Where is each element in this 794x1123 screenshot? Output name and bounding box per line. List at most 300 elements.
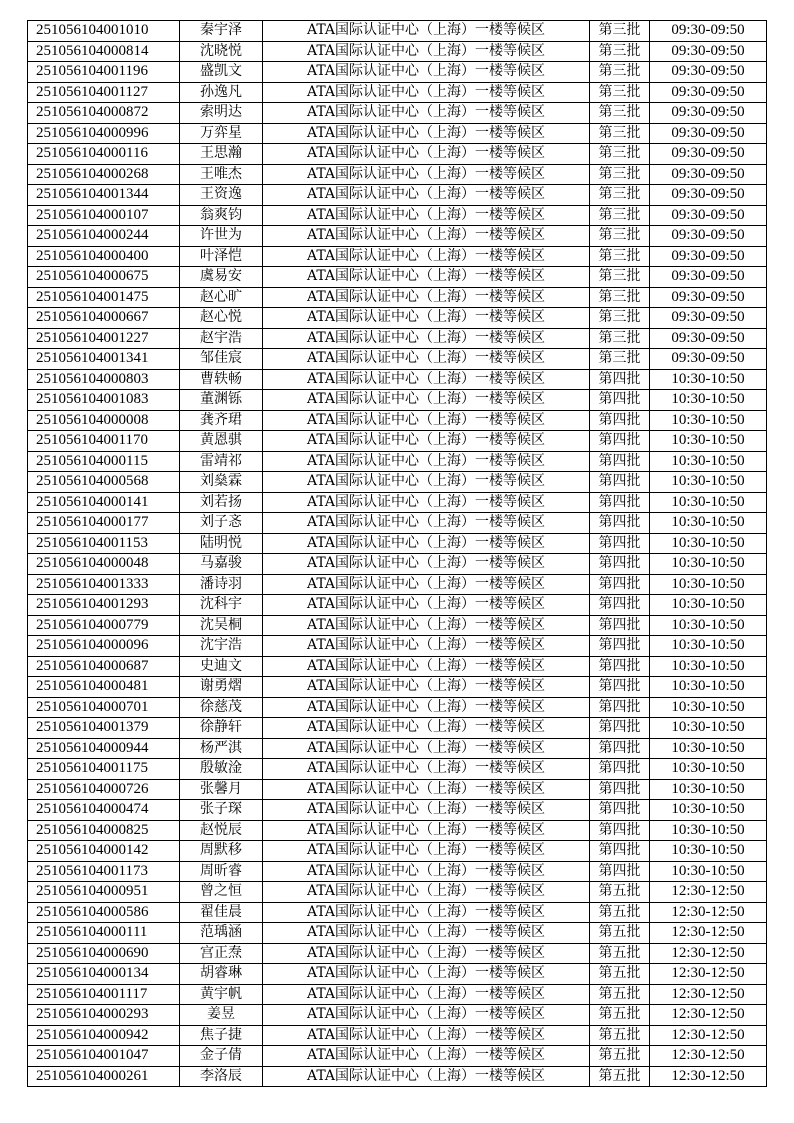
candidate-id: 251056104001047 <box>28 1046 180 1067</box>
candidate-id: 251056104001117 <box>28 984 180 1005</box>
table-row <box>28 451 767 472</box>
candidate-id: 251056104000568 <box>28 472 180 493</box>
batch-label: 第三批 <box>590 164 650 185</box>
candidate-id: 251056104000687 <box>28 656 180 677</box>
candidate-id: 251056104001153 <box>28 533 180 554</box>
waiting-location: ATA国际认证中心（上海）一楼等候区 <box>263 21 590 42</box>
table-row <box>28 328 767 349</box>
table-row <box>28 697 767 718</box>
candidate-name: 赵心旷 <box>180 287 263 308</box>
candidate-name: 盛凯文 <box>180 62 263 83</box>
table-row <box>28 185 767 206</box>
waiting-location: ATA国际认证中心（上海）一楼等候区 <box>263 554 590 575</box>
candidate-name: 赵悦辰 <box>180 820 263 841</box>
candidate-id: 251056104000474 <box>28 800 180 821</box>
waiting-location: ATA国际认证中心（上海）一楼等候区 <box>263 246 590 267</box>
candidate-name: 沈晓悦 <box>180 41 263 62</box>
candidate-id: 251056104000008 <box>28 410 180 431</box>
batch-label: 第三批 <box>590 62 650 83</box>
table-row <box>28 62 767 83</box>
candidate-name: 张子琛 <box>180 800 263 821</box>
batch-label: 第五批 <box>590 882 650 903</box>
candidate-name: 翟佳晨 <box>180 902 263 923</box>
time-slot: 10:30-10:50 <box>650 800 767 821</box>
table-row <box>28 369 767 390</box>
candidate-id: 251056104000261 <box>28 1066 180 1087</box>
table-row <box>28 759 767 780</box>
batch-label: 第五批 <box>590 943 650 964</box>
batch-label: 第四批 <box>590 431 650 452</box>
time-slot: 09:30-09:50 <box>650 123 767 144</box>
batch-label: 第三批 <box>590 185 650 206</box>
batch-label: 第四批 <box>590 841 650 862</box>
waiting-location: ATA国际认证中心（上海）一楼等候区 <box>263 656 590 677</box>
candidate-id: 251056104000675 <box>28 267 180 288</box>
waiting-location: ATA国际认证中心（上海）一楼等候区 <box>263 410 590 431</box>
candidate-name: 许世为 <box>180 226 263 247</box>
table-row <box>28 554 767 575</box>
batch-label: 第五批 <box>590 1046 650 1067</box>
time-slot: 10:30-10:50 <box>650 390 767 411</box>
candidate-name: 王思瀚 <box>180 144 263 165</box>
batch-label: 第四批 <box>590 574 650 595</box>
table-row <box>28 164 767 185</box>
candidate-name: 宫正焘 <box>180 943 263 964</box>
time-slot: 12:30-12:50 <box>650 902 767 923</box>
waiting-location: ATA国际认证中心（上海）一楼等候区 <box>263 800 590 821</box>
time-slot: 10:30-10:50 <box>650 677 767 698</box>
table-row <box>28 103 767 124</box>
waiting-location: ATA国际认证中心（上海）一楼等候区 <box>263 820 590 841</box>
time-slot: 10:30-10:50 <box>650 513 767 534</box>
waiting-location: ATA国际认证中心（上海）一楼等候区 <box>263 308 590 329</box>
waiting-location: ATA国际认证中心（上海）一楼等候区 <box>263 1046 590 1067</box>
batch-label: 第三批 <box>590 308 650 329</box>
batch-label: 第四批 <box>590 718 650 739</box>
batch-label: 第四批 <box>590 472 650 493</box>
time-slot: 10:30-10:50 <box>650 451 767 472</box>
waiting-location: ATA国际认证中心（上海）一楼等候区 <box>263 574 590 595</box>
candidate-id: 251056104000141 <box>28 492 180 513</box>
batch-label: 第三批 <box>590 82 650 103</box>
candidate-name: 金子倩 <box>180 1046 263 1067</box>
waiting-location: ATA国际认证中心（上海）一楼等候区 <box>263 697 590 718</box>
batch-label: 第四批 <box>590 861 650 882</box>
table-row <box>28 964 767 985</box>
table-row <box>28 267 767 288</box>
time-slot: 10:30-10:50 <box>650 636 767 657</box>
candidate-name: 史迪文 <box>180 656 263 677</box>
batch-label: 第四批 <box>590 800 650 821</box>
time-slot: 10:30-10:50 <box>650 369 767 390</box>
batch-label: 第四批 <box>590 595 650 616</box>
candidate-name: 沈吴桐 <box>180 615 263 636</box>
waiting-location: ATA国际认证中心（上海）一楼等候区 <box>263 431 590 452</box>
waiting-location: ATA国际认证中心（上海）一楼等候区 <box>263 369 590 390</box>
candidate-id: 251056104000996 <box>28 123 180 144</box>
table-row <box>28 308 767 329</box>
waiting-location: ATA国际认证中心（上海）一楼等候区 <box>263 492 590 513</box>
time-slot: 12:30-12:50 <box>650 984 767 1005</box>
waiting-location: ATA国际认证中心（上海）一楼等候区 <box>263 861 590 882</box>
time-slot: 10:30-10:50 <box>650 656 767 677</box>
time-slot: 10:30-10:50 <box>650 472 767 493</box>
candidate-name: 龚齐珺 <box>180 410 263 431</box>
table-row <box>28 800 767 821</box>
batch-label: 第五批 <box>590 902 650 923</box>
batch-label: 第四批 <box>590 533 650 554</box>
time-slot: 09:30-09:50 <box>650 164 767 185</box>
candidate-name: 周默移 <box>180 841 263 862</box>
waiting-location: ATA国际认证中心（上海）一楼等候区 <box>263 390 590 411</box>
batch-label: 第四批 <box>590 410 650 431</box>
candidate-id: 251056104000814 <box>28 41 180 62</box>
candidate-name: 黄恩骐 <box>180 431 263 452</box>
waiting-location: ATA国际认证中心（上海）一楼等候区 <box>263 164 590 185</box>
candidate-id: 251056104001083 <box>28 390 180 411</box>
candidate-id: 251056104001475 <box>28 287 180 308</box>
table-row <box>28 205 767 226</box>
waiting-location: ATA国际认证中心（上海）一楼等候区 <box>263 943 590 964</box>
candidate-id: 251056104001333 <box>28 574 180 595</box>
waiting-location: ATA国际认证中心（上海）一楼等候区 <box>263 779 590 800</box>
time-slot: 12:30-12:50 <box>650 1066 767 1087</box>
waiting-location: ATA国际认证中心（上海）一楼等候区 <box>263 205 590 226</box>
time-slot: 10:30-10:50 <box>650 615 767 636</box>
batch-label: 第五批 <box>590 923 650 944</box>
waiting-location: ATA国际认证中心（上海）一楼等候区 <box>263 1025 590 1046</box>
candidate-id: 251056104001341 <box>28 349 180 370</box>
time-slot: 10:30-10:50 <box>650 820 767 841</box>
time-slot: 09:30-09:50 <box>650 62 767 83</box>
table-row <box>28 861 767 882</box>
batch-label: 第四批 <box>590 677 650 698</box>
time-slot: 10:30-10:50 <box>650 718 767 739</box>
batch-label: 第四批 <box>590 492 650 513</box>
candidate-name: 刘若扬 <box>180 492 263 513</box>
candidate-id: 251056104001379 <box>28 718 180 739</box>
time-slot: 12:30-12:50 <box>650 1046 767 1067</box>
candidate-name: 索明达 <box>180 103 263 124</box>
candidate-name: 范瑀涵 <box>180 923 263 944</box>
candidate-id: 251056104001227 <box>28 328 180 349</box>
candidate-name: 刘燊霖 <box>180 472 263 493</box>
candidate-id: 251056104000134 <box>28 964 180 985</box>
time-slot: 10:30-10:50 <box>650 779 767 800</box>
waiting-location: ATA国际认证中心（上海）一楼等候区 <box>263 759 590 780</box>
time-slot: 09:30-09:50 <box>650 226 767 247</box>
table-row <box>28 226 767 247</box>
candidate-name: 曾之恒 <box>180 882 263 903</box>
schedule-table <box>27 20 767 1087</box>
candidate-name: 徐静轩 <box>180 718 263 739</box>
waiting-location: ATA国际认证中心（上海）一楼等候区 <box>263 984 590 1005</box>
table-row <box>28 902 767 923</box>
waiting-location: ATA国际认证中心（上海）一楼等候区 <box>263 144 590 165</box>
candidate-id: 251056104000944 <box>28 738 180 759</box>
candidate-id: 251056104000872 <box>28 103 180 124</box>
table-row <box>28 287 767 308</box>
batch-label: 第三批 <box>590 349 650 370</box>
batch-label: 第五批 <box>590 1066 650 1087</box>
candidate-name: 王唯杰 <box>180 164 263 185</box>
candidate-id: 251056104000107 <box>28 205 180 226</box>
table-row <box>28 533 767 554</box>
candidate-name: 张馨月 <box>180 779 263 800</box>
candidate-id: 251056104001173 <box>28 861 180 882</box>
batch-label: 第五批 <box>590 1025 650 1046</box>
candidate-name: 雷靖祁 <box>180 451 263 472</box>
candidate-id: 251056104001344 <box>28 185 180 206</box>
candidate-id: 251056104000701 <box>28 697 180 718</box>
table-row <box>28 1005 767 1026</box>
time-slot: 10:30-10:50 <box>650 431 767 452</box>
candidate-id: 251056104000690 <box>28 943 180 964</box>
table-body <box>28 21 767 1087</box>
waiting-location: ATA国际认证中心（上海）一楼等候区 <box>263 328 590 349</box>
candidate-id: 251056104000111 <box>28 923 180 944</box>
time-slot: 10:30-10:50 <box>650 595 767 616</box>
table-row <box>28 41 767 62</box>
time-slot: 09:30-09:50 <box>650 328 767 349</box>
waiting-location: ATA国际认证中心（上海）一楼等候区 <box>263 964 590 985</box>
table-row <box>28 123 767 144</box>
candidate-name: 孙逸凡 <box>180 82 263 103</box>
waiting-location: ATA国际认证中心（上海）一楼等候区 <box>263 62 590 83</box>
candidate-id: 251056104000096 <box>28 636 180 657</box>
candidate-name: 叶泽恺 <box>180 246 263 267</box>
table-row <box>28 574 767 595</box>
time-slot: 09:30-09:50 <box>650 205 767 226</box>
waiting-location: ATA国际认证中心（上海）一楼等候区 <box>263 595 590 616</box>
table-row <box>28 636 767 657</box>
batch-label: 第四批 <box>590 738 650 759</box>
candidate-id: 251056104000142 <box>28 841 180 862</box>
candidate-name: 王资逸 <box>180 185 263 206</box>
waiting-location: ATA国际认证中心（上海）一楼等候区 <box>263 615 590 636</box>
candidate-name: 赵心悦 <box>180 308 263 329</box>
waiting-location: ATA国际认证中心（上海）一楼等候区 <box>263 82 590 103</box>
candidate-id: 251056104000825 <box>28 820 180 841</box>
table-row <box>28 144 767 165</box>
candidate-name: 马嘉骏 <box>180 554 263 575</box>
candidate-name: 秦宇泽 <box>180 21 263 42</box>
batch-label: 第三批 <box>590 226 650 247</box>
table-row <box>28 923 767 944</box>
table-row <box>28 841 767 862</box>
waiting-location: ATA国际认证中心（上海）一楼等候区 <box>263 472 590 493</box>
batch-label: 第四批 <box>590 615 650 636</box>
candidate-id: 251056104000116 <box>28 144 180 165</box>
candidate-id: 251056104000803 <box>28 369 180 390</box>
candidate-id: 251056104000048 <box>28 554 180 575</box>
table-row <box>28 410 767 431</box>
time-slot: 10:30-10:50 <box>650 533 767 554</box>
time-slot: 12:30-12:50 <box>650 923 767 944</box>
candidate-id: 251056104000244 <box>28 226 180 247</box>
waiting-location: ATA国际认证中心（上海）一楼等候区 <box>263 841 590 862</box>
candidate-id: 251056104001127 <box>28 82 180 103</box>
candidate-name: 沈科宇 <box>180 595 263 616</box>
waiting-location: ATA国际认证中心（上海）一楼等候区 <box>263 1005 590 1026</box>
batch-label: 第三批 <box>590 287 650 308</box>
table-row <box>28 595 767 616</box>
batch-label: 第四批 <box>590 513 650 534</box>
time-slot: 09:30-09:50 <box>650 41 767 62</box>
waiting-location: ATA国际认证中心（上海）一楼等候区 <box>263 882 590 903</box>
candidate-id: 251056104000726 <box>28 779 180 800</box>
table-row <box>28 738 767 759</box>
candidate-name: 杨严淇 <box>180 738 263 759</box>
time-slot: 10:30-10:50 <box>650 759 767 780</box>
time-slot: 10:30-10:50 <box>650 574 767 595</box>
waiting-location: ATA国际认证中心（上海）一楼等候区 <box>263 123 590 144</box>
candidate-id: 251056104000667 <box>28 308 180 329</box>
time-slot: 12:30-12:50 <box>650 882 767 903</box>
time-slot: 09:30-09:50 <box>650 82 767 103</box>
candidate-name: 潘诗羽 <box>180 574 263 595</box>
time-slot: 09:30-09:50 <box>650 267 767 288</box>
waiting-location: ATA国际认证中心（上海）一楼等候区 <box>263 349 590 370</box>
candidate-name: 姜昱 <box>180 1005 263 1026</box>
table-row <box>28 677 767 698</box>
batch-label: 第五批 <box>590 1005 650 1026</box>
waiting-location: ATA国际认证中心（上海）一楼等候区 <box>263 513 590 534</box>
candidate-id: 251056104000586 <box>28 902 180 923</box>
candidate-id: 251056104000942 <box>28 1025 180 1046</box>
candidate-name: 胡睿琳 <box>180 964 263 985</box>
candidate-name: 黄宇帆 <box>180 984 263 1005</box>
time-slot: 09:30-09:50 <box>650 287 767 308</box>
time-slot: 09:30-09:50 <box>650 308 767 329</box>
batch-label: 第四批 <box>590 779 650 800</box>
batch-label: 第四批 <box>590 656 650 677</box>
table-row <box>28 656 767 677</box>
candidate-id: 251056104000115 <box>28 451 180 472</box>
waiting-location: ATA国际认证中心（上海）一楼等候区 <box>263 226 590 247</box>
candidate-name: 董渊铄 <box>180 390 263 411</box>
candidate-id: 251056104000481 <box>28 677 180 698</box>
batch-label: 第三批 <box>590 21 650 42</box>
candidate-id: 251056104001196 <box>28 62 180 83</box>
table-row <box>28 472 767 493</box>
waiting-location: ATA国际认证中心（上海）一楼等候区 <box>263 1066 590 1087</box>
batch-label: 第三批 <box>590 144 650 165</box>
time-slot: 10:30-10:50 <box>650 697 767 718</box>
candidate-id: 251056104000779 <box>28 615 180 636</box>
table-row <box>28 615 767 636</box>
candidate-name: 刘子忞 <box>180 513 263 534</box>
table-row <box>28 513 767 534</box>
candidate-name: 沈宇浩 <box>180 636 263 657</box>
batch-label: 第四批 <box>590 369 650 390</box>
table-row <box>28 492 767 513</box>
batch-label: 第三批 <box>590 41 650 62</box>
waiting-location: ATA国际认证中心（上海）一楼等候区 <box>263 533 590 554</box>
table-row <box>28 984 767 1005</box>
time-slot: 09:30-09:50 <box>650 246 767 267</box>
batch-label: 第四批 <box>590 759 650 780</box>
waiting-location: ATA国际认证中心（上海）一楼等候区 <box>263 287 590 308</box>
candidate-name: 虞易安 <box>180 267 263 288</box>
candidate-id: 251056104000951 <box>28 882 180 903</box>
time-slot: 09:30-09:50 <box>650 103 767 124</box>
waiting-location: ATA国际认证中心（上海）一楼等候区 <box>263 41 590 62</box>
candidate-id: 251056104001293 <box>28 595 180 616</box>
waiting-location: ATA国际认证中心（上海）一楼等候区 <box>263 267 590 288</box>
batch-label: 第五批 <box>590 964 650 985</box>
waiting-location: ATA国际认证中心（上海）一楼等候区 <box>263 103 590 124</box>
waiting-location: ATA国际认证中心（上海）一楼等候区 <box>263 636 590 657</box>
batch-label: 第三批 <box>590 103 650 124</box>
candidate-id: 251056104000400 <box>28 246 180 267</box>
table-row <box>28 779 767 800</box>
batch-label: 第四批 <box>590 390 650 411</box>
time-slot: 10:30-10:50 <box>650 738 767 759</box>
time-slot: 09:30-09:50 <box>650 144 767 165</box>
time-slot: 10:30-10:50 <box>650 492 767 513</box>
waiting-location: ATA国际认证中心（上海）一楼等候区 <box>263 738 590 759</box>
candidate-id: 251056104001010 <box>28 21 180 42</box>
table-row <box>28 390 767 411</box>
time-slot: 10:30-10:50 <box>650 841 767 862</box>
table-row <box>28 1066 767 1087</box>
batch-label: 第三批 <box>590 246 650 267</box>
batch-label: 第三批 <box>590 123 650 144</box>
batch-label: 第五批 <box>590 984 650 1005</box>
table-row <box>28 1025 767 1046</box>
time-slot: 12:30-12:50 <box>650 1025 767 1046</box>
candidate-name: 陆明悦 <box>180 533 263 554</box>
candidate-id: 251056104000268 <box>28 164 180 185</box>
candidate-name: 焦子捷 <box>180 1025 263 1046</box>
time-slot: 12:30-12:50 <box>650 943 767 964</box>
time-slot: 12:30-12:50 <box>650 964 767 985</box>
batch-label: 第三批 <box>590 267 650 288</box>
waiting-location: ATA国际认证中心（上海）一楼等候区 <box>263 902 590 923</box>
table-row <box>28 349 767 370</box>
time-slot: 12:30-12:50 <box>650 1005 767 1026</box>
waiting-location: ATA国际认证中心（上海）一楼等候区 <box>263 923 590 944</box>
batch-label: 第四批 <box>590 636 650 657</box>
waiting-location: ATA国际认证中心（上海）一楼等候区 <box>263 185 590 206</box>
waiting-location: ATA国际认证中心（上海）一楼等候区 <box>263 677 590 698</box>
table-row <box>28 1046 767 1067</box>
candidate-name: 曹轶畅 <box>180 369 263 390</box>
candidate-name: 翁爽钧 <box>180 205 263 226</box>
batch-label: 第三批 <box>590 205 650 226</box>
candidate-name: 谢勇熠 <box>180 677 263 698</box>
batch-label: 第四批 <box>590 451 650 472</box>
candidate-name: 殷敏淦 <box>180 759 263 780</box>
time-slot: 10:30-10:50 <box>650 861 767 882</box>
time-slot: 09:30-09:50 <box>650 185 767 206</box>
candidate-id: 251056104001175 <box>28 759 180 780</box>
candidate-name: 李洛辰 <box>180 1066 263 1087</box>
candidate-id: 251056104000177 <box>28 513 180 534</box>
waiting-location: ATA国际认证中心（上海）一楼等候区 <box>263 451 590 472</box>
batch-label: 第三批 <box>590 328 650 349</box>
candidate-name: 万弈星 <box>180 123 263 144</box>
table-row <box>28 82 767 103</box>
table-row <box>28 943 767 964</box>
time-slot: 09:30-09:50 <box>650 21 767 42</box>
candidate-name: 邹佳宸 <box>180 349 263 370</box>
table-row <box>28 882 767 903</box>
candidate-id: 251056104001170 <box>28 431 180 452</box>
time-slot: 10:30-10:50 <box>650 410 767 431</box>
time-slot: 10:30-10:50 <box>650 554 767 575</box>
